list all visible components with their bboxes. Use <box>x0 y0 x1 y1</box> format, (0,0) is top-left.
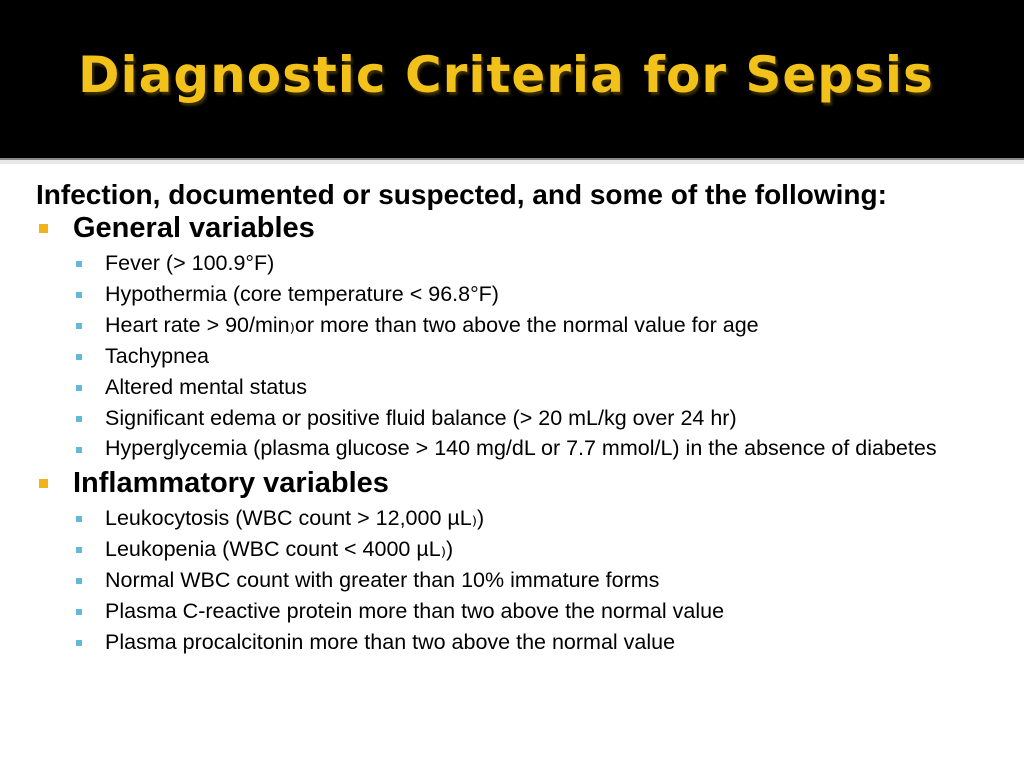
square-bullet-icon <box>76 354 82 360</box>
square-bullet-icon <box>39 224 48 233</box>
title-bar <box>0 0 1024 158</box>
square-bullet-icon <box>76 578 82 584</box>
square-bullet-icon <box>76 323 82 329</box>
square-bullet-icon <box>76 547 82 553</box>
square-bullet-icon <box>76 609 82 615</box>
list-item: Tachypnea <box>36 344 1006 369</box>
list-item: Leukocytosis (WBC count > 12,000 µL₎) <box>36 506 1006 531</box>
section-label: Inflammatory variables <box>73 467 389 499</box>
list-item: Leukopenia (WBC count < 4000 µL₎) <box>36 537 1006 562</box>
square-bullet-icon <box>76 261 82 267</box>
square-bullet-icon <box>76 640 82 646</box>
section-label: General variables <box>73 212 315 244</box>
square-bullet-icon <box>76 385 82 391</box>
intro-text: Infection, documented or suspected, and some of the following: <box>36 179 887 210</box>
square-bullet-icon <box>39 479 48 488</box>
square-bullet-icon <box>76 516 82 522</box>
general-variables-list <box>36 251 1006 460</box>
list-item: Hypothermia (core temperature < 96.8°F) <box>36 282 1006 307</box>
section-general-variables <box>36 211 1006 245</box>
square-bullet-icon <box>76 447 82 453</box>
list-item: Heart rate > 90/min₎or more than two above the normal value for age <box>36 313 1006 338</box>
title-divider-highlight <box>0 160 1024 164</box>
square-bullet-icon <box>76 416 82 422</box>
square-bullet-icon <box>76 292 82 298</box>
list-item: Significant edema or positive fluid balance (> 20 mL/kg over 24 hr) <box>36 406 1006 431</box>
inflammatory-variables-list <box>36 506 1006 655</box>
list-item: Normal WBC count with greater than 10% immature forms <box>36 568 1006 593</box>
slide-title: Diagnostic Criteria for Sepsis <box>78 46 934 104</box>
list-item: Altered mental status <box>36 375 1006 400</box>
list-item: Plasma procalcitonin more than two above the normal value <box>36 630 1006 655</box>
section-inflammatory-variables <box>36 466 1006 500</box>
list-item: Plasma C-reactive protein more than two above the normal value <box>36 599 1006 624</box>
list-item: Fever (> 100.9°F) <box>36 251 1006 276</box>
slide-body <box>36 178 1006 661</box>
list-item: Hyperglycemia (plasma glucose > 140 mg/dL or 7.7 mmol/L) in the absence of diabetes <box>36 437 1006 460</box>
